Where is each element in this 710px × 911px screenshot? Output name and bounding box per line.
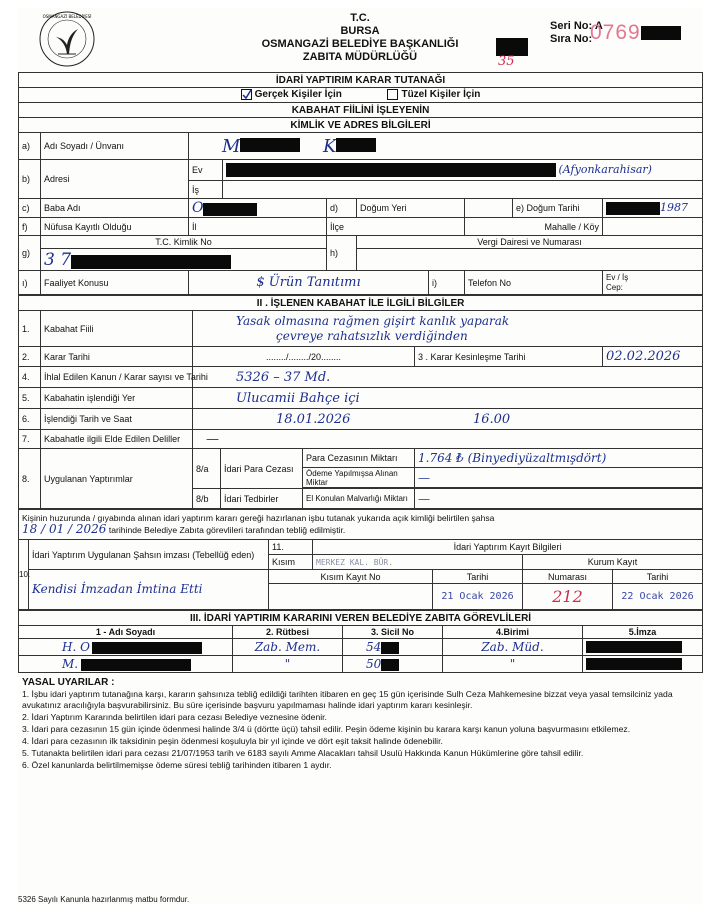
teblig-no10: 10. <box>19 540 29 610</box>
offense-time: 16.00 <box>472 411 511 427</box>
row-i-value <box>603 271 703 295</box>
teblig-no11: 11. <box>269 540 313 555</box>
k-r5-value <box>193 388 703 409</box>
header-line4: ZABITA MÜDÜRLÜĞÜ <box>302 51 418 63</box>
real-person-label: Gerçek Kişiler İçin <box>254 89 342 101</box>
redaction <box>336 138 376 152</box>
form-table-top <box>18 72 703 295</box>
warning-3: 3. İdari para cezasının 15 gün içinde ödenmesi halinde 3/4 ü (dörtte üçü) tahsil edilir. Peşin ödeme kişinin bu karara karşı kanun yoluna başvurmasını etkilemez. <box>22 724 631 734</box>
name-last: K <box>322 135 337 157</box>
redaction <box>381 659 399 671</box>
row-e-label <box>513 199 603 218</box>
redaction <box>81 659 191 671</box>
serial-block <box>550 20 641 46</box>
row-a-label: Adı Soyadı / Ünvanı <box>41 133 189 160</box>
k-r6-value <box>193 409 703 430</box>
form-table-kabahat <box>18 295 703 509</box>
redaction <box>71 255 231 269</box>
k-odeme-value <box>415 468 703 488</box>
paid-amount: — <box>418 470 430 485</box>
k-r3-text: Karar Kesinleşme Tarihi <box>430 351 526 362</box>
row-a-value <box>189 133 703 160</box>
k-r2-no: 2. <box>19 347 41 367</box>
officer1-name <box>19 639 233 656</box>
form-header <box>18 8 702 72</box>
officer1-sicil <box>343 639 443 656</box>
officer1-rank-text: Zab. Mem. <box>254 640 321 654</box>
officer2-unit-text: " <box>509 657 516 671</box>
k-r3-label <box>415 347 603 367</box>
offense-line1: Yasak olmasına rağmen gişirt kanlık yaparak <box>236 313 510 328</box>
header-line3: OSMANGAZİ BELEDİYE BAŞKANLIĞI <box>261 38 459 50</box>
warning-2: 2. İdari Yaptırım Kararında belirtilen idari para cezası Belediye veznesine ödenir. <box>22 712 327 722</box>
k-ceza-label: Para Cezasının Miktarı <box>303 449 415 468</box>
k-r8a: 8/a <box>193 449 221 489</box>
kayit-no-value <box>523 584 613 610</box>
row-h-value <box>357 249 703 271</box>
row-b-value <box>223 160 703 181</box>
real-person-checkbox[interactable] <box>241 89 252 100</box>
row-a-letter: a) <box>19 133 41 160</box>
k-r8a-label: İdari Para Cezası <box>221 449 303 489</box>
officer1-signature <box>583 639 703 656</box>
officer2-sicil <box>343 656 443 673</box>
row-h-label: Vergi Dairesi ve Numarası <box>357 236 703 249</box>
name-first: M <box>222 135 241 157</box>
k-odeme-label: Ödeme Yapılmışsa Alınan Miktar <box>303 468 415 488</box>
handwritten-mark: 35 <box>498 54 515 69</box>
warning-5: 5. Tutanakta belirtilen idari para cezası 21/07/1953 tarih ve 6183 sayılı Amme Alacakları tahsil Usulü Hakkında Kanun Hükümlerine göre tahsil edilir. <box>22 748 584 758</box>
warning-1: 1. İşbu idari yaptırım tutanağına karşı, kararın şahsınıza tebliğ edildiği tarihten itibaren en geç 15 gün içerisinde Sulh Ceza Mahkemesine bizzat veya yasal temsilciniz yada avukatınız aracılığıyla başvurabilirsiniz. Bu süre içerisinde başvuru yapılmaması halinde idari yaptırım kararı kesinleşir. <box>22 689 673 710</box>
officer2-rank <box>233 656 343 673</box>
legal-warnings <box>18 673 702 771</box>
k-r4-label: İhlal Edilen Kanun / Karar sayısı ve Tarihi <box>41 367 193 388</box>
citation-form <box>18 8 702 904</box>
row-d-value <box>465 199 513 218</box>
kisim-value <box>313 555 523 570</box>
officer2-rank-text: " <box>284 657 291 671</box>
officer1-unit-text: Zab. Müd. <box>481 640 544 654</box>
officer1-name-text: H. O <box>62 639 90 654</box>
kurum-kayit-label: Kurum Kayıt <box>523 555 703 570</box>
k-r8b-label: İdari Tedbirler <box>221 489 303 509</box>
k-r7-label: Kabahatle ilgili Elde Edilen Deliller <box>41 430 193 449</box>
finalization-date: 02.02.2026 <box>606 349 681 364</box>
officer2-name-text: M. <box>62 656 79 671</box>
kurum-tarih-value <box>613 584 703 610</box>
row-g-value <box>41 249 327 271</box>
signature-refusal: Kendisi İmzadan İmtina Etti <box>32 582 203 596</box>
row-c-letter: c) <box>19 199 41 218</box>
kisim-label: Kısım <box>269 555 313 570</box>
k-r3-no: 3 . <box>418 351 429 362</box>
kisim-kayit-no-value <box>269 584 433 610</box>
cep-label: Cep: <box>606 282 623 292</box>
kisim-kayit-no-label: Kısım Kayıt No <box>269 570 433 584</box>
warnings-title: YASAL UYARILAR : <box>22 677 115 688</box>
redaction <box>586 641 682 653</box>
redaction <box>92 642 202 654</box>
fine-amount: 1.764 ₺ (Binyediyüzaltmışdört) <box>418 451 607 465</box>
k-r4-value <box>193 367 703 388</box>
row-faaliyet-label: Faaliyet Konusu <box>41 271 189 295</box>
form-title: İDARİ YAPTIRIM KARAR TUTANAĞI <box>19 73 703 88</box>
officer2-sicil-text: 50 <box>366 656 382 671</box>
row-i-label: Telefon No <box>465 271 603 295</box>
row-e-value <box>603 199 703 218</box>
row-f-letter: f) <box>19 218 41 236</box>
logo-text: OSMANGAZİ BELEDİYESİ <box>42 14 92 19</box>
sira-label: Sıra No: <box>550 33 593 45</box>
law-article: 5326 – 37 Md. <box>236 369 331 385</box>
row-b-letter: b) <box>19 160 41 199</box>
row-c-label: Baba Adı <box>41 199 189 218</box>
k-r2-value: ......../......../20........ <box>193 347 415 367</box>
col-rank: 2. Rütbesi <box>233 626 343 639</box>
row-faaliyet-value <box>189 271 429 295</box>
kisim-stamp: MERKEZ KAL. BÜR. <box>316 558 394 567</box>
warning-6: 6. Özel kanunlarda belirtilmemişse ödeme süresi tebliğ tarihinden itibaren 1 aydır. <box>22 760 332 770</box>
redaction <box>606 202 660 215</box>
col-signature: 5.İmza <box>583 626 703 639</box>
k-r5-label: Kabahatin işlendiği Yer <box>41 388 193 409</box>
offense-date: 18.01.2026 <box>276 411 351 427</box>
numarasi-label: Numarası <box>523 570 613 584</box>
k-r8-no: 8. <box>19 449 41 509</box>
officer2-name <box>19 656 233 673</box>
row-f-mahalle-value <box>603 218 703 236</box>
k-r4-no: 4. <box>19 367 41 388</box>
k-r1-value <box>193 311 703 347</box>
row-c-value <box>189 199 327 218</box>
address-city: (Afyonkarahisar) <box>558 162 652 176</box>
row-g-label: T.C. Kimlik No <box>41 236 327 249</box>
row-f-ilce: İlçe <box>327 218 465 236</box>
registry-number: 212 <box>552 587 583 606</box>
warning-4: 4. İdari para cezasının ilk taksidinin peşin ödenmesi koşuluyla bir yıl içinde ve dört eşit taksit halinde ödenebilir. <box>22 736 443 746</box>
k-elkonulan-label: El Konulan Malvarlığı Miktarı <box>303 489 415 509</box>
evidence: — <box>206 431 219 447</box>
header-line1: T.C. <box>350 12 370 24</box>
k-r6-label: İşlendiği Tarih ve Saat <box>41 409 193 430</box>
header-line2: BURSA <box>340 25 380 37</box>
row-d-label: Doğum Yeri <box>357 199 465 218</box>
row-f-label: Nüfusa Kayıtlı Olduğu <box>41 218 189 236</box>
k-r5-no: 5. <box>19 388 41 409</box>
row-b-ev: Ev <box>189 160 223 181</box>
kurum-date-stamp: 22 Ocak 2026 <box>621 591 694 602</box>
k-r2-label: Karar Tarihi <box>41 347 193 367</box>
row-e-letter: e) <box>516 203 525 213</box>
form-table-gorevliler <box>18 610 703 673</box>
row-d-letter: d) <box>327 199 357 218</box>
row-b-label: Adresi <box>41 160 189 199</box>
k-r8b: 8/b <box>193 489 221 509</box>
col-unit: 4.Birimi <box>443 626 583 639</box>
k-r7-no: 7. <box>19 430 41 449</box>
row-f-mahalle: Mahalle / Köy <box>465 218 603 236</box>
sira-number: 0769 <box>590 21 641 44</box>
notice-text-1: Kişinin huzurunda / gıyabında alınan idari yaptırım kararı gereği hazırlanan işbu tutanak yukarıda açık kimliği belirtilen şahsa <box>22 513 495 523</box>
notice-text-2: tarihinde Belediye Zabıta görevlileri tarafından tebliğ edilmiştir. <box>108 525 346 535</box>
officer2-unit <box>443 656 583 673</box>
imza-value <box>29 570 269 610</box>
offense-line2: çevreye rahatsızlık verdiğinden <box>276 328 468 343</box>
notice-row <box>19 510 703 540</box>
tc-number: 3 7 <box>44 249 72 270</box>
redaction <box>240 138 300 152</box>
officer1-unit <box>443 639 583 656</box>
k-r1-no: 1. <box>19 311 41 347</box>
kayit-title: İdari Yaptırım Kayıt Bilgileri <box>313 540 703 555</box>
k-ceza-value <box>415 449 703 468</box>
row-f-il: İl <box>189 218 327 236</box>
redaction <box>586 658 682 670</box>
k-r3-value <box>603 347 703 367</box>
section-3-title: III. İDARİ YAPTIRIM KARARINI VEREN BELEDİYE ZABITA GÖREVLİLERİ <box>19 611 703 626</box>
notice-date: 18 / 01 / 2026 <box>22 522 107 536</box>
form-footer: 5326 Sayılı Kanunla hazırlanmış matbu formdur. <box>18 895 190 904</box>
row-faaliyet-letter: ı) <box>19 271 41 295</box>
row-i-letter: i) <box>429 271 465 295</box>
row-b-is: İş <box>189 181 223 199</box>
k-r8-label: Uygulanan Yaptırımlar <box>41 449 193 509</box>
seized-assets: — <box>418 491 430 506</box>
teblig-imza-label: İdari Yaptırım Uygulanan Şahsın imzası (Tebellüğ eden) <box>29 540 269 570</box>
row-b-is-value <box>223 181 703 199</box>
officer2-signature <box>583 656 703 673</box>
evis-label: Ev / İş <box>606 272 629 282</box>
section-2-title: II . İŞLENEN KABAHAT İLE İLGİLİ BİLGİLER <box>19 296 703 311</box>
father-name: O <box>192 199 204 216</box>
row-h-letter: h) <box>327 236 357 271</box>
person-type-row <box>19 88 703 103</box>
k-r1-label: Kabahat Fiili <box>41 311 193 347</box>
col-sicil: 3. Sicil No <box>343 626 443 639</box>
kayit-date-stamp: 21 Ocak 2026 <box>441 591 514 602</box>
row-e-text: Doğum Tarihi <box>526 203 580 213</box>
redaction <box>203 203 257 216</box>
section-kabahat: KABAHAT FİİLİNİ İŞLEYENİN <box>19 103 703 118</box>
legal-person-checkbox[interactable] <box>387 89 398 100</box>
officer1-sicil-text: 54 <box>366 639 382 654</box>
legal-person-label: Tüzel Kişiler İçin <box>401 89 481 101</box>
redaction <box>641 26 681 40</box>
sira-value <box>590 21 681 44</box>
col-name: 1 - Adı Soyadı <box>19 626 233 639</box>
form-table-teblig <box>18 509 703 610</box>
section-kimlik: KİMLİK VE ADRES BİLGİLERİ <box>19 118 703 133</box>
redaction <box>226 163 556 177</box>
k-r6-no: 6. <box>19 409 41 430</box>
redaction <box>381 642 399 654</box>
activity: $ Ürün Tanıtımı <box>256 275 361 290</box>
tarihi2-label: Tarihi <box>613 570 703 584</box>
row-g-letter: g) <box>19 236 41 271</box>
seri-label: Seri No: A <box>550 20 603 32</box>
birth-year: 1987 <box>660 200 688 214</box>
k-elkonulan-value <box>415 489 703 509</box>
tarihi-label: Tarihi <box>433 570 523 584</box>
officer1-rank <box>233 639 343 656</box>
kayit-tarih-value <box>433 584 523 610</box>
offense-place: Ulucamii Bahçe içi <box>236 390 360 406</box>
k-r7-value <box>193 430 703 449</box>
